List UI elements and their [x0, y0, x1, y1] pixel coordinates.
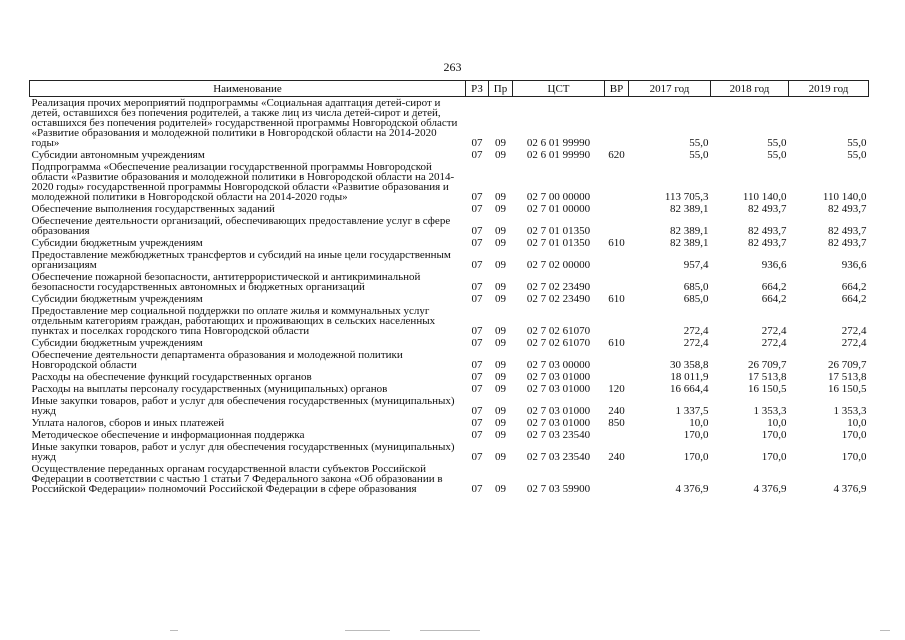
cell-rz: 07 — [471, 259, 483, 271]
cell-name: Расходы на обеспечение функций государственных органов — [31, 371, 312, 383]
cell-vr — [605, 463, 629, 495]
cell-cst: 02 7 01 01350 — [526, 237, 591, 249]
cell-2019: 82 493,7 — [828, 225, 867, 237]
cell-pr: 09 — [495, 281, 506, 293]
cell-name: Подпрограмма «Обеспечение реализации государственной программы Новгородской области «Развитие образования и молодежной политики в Новгородской области на 2014-2020 годы» государственной программы Новгородской области «Развитие образования и молодежной политики в Новгородской области на 2014-2020 годы» — [31, 161, 455, 203]
cell-2019: 82 493,7 — [828, 203, 867, 215]
cell-2018: 936,6 — [761, 259, 787, 271]
table-row — [30, 441, 869, 463]
cell-pr: 09 — [495, 405, 506, 417]
cell-cst: 02 6 01 99990 — [526, 137, 591, 149]
cell-2018: 55,0 — [767, 149, 787, 161]
cell-vr — [605, 161, 629, 203]
cell-2018: 272,4 — [761, 337, 787, 349]
cell-vr: 610 — [608, 337, 625, 349]
cell-2019: 10,0 — [847, 417, 867, 429]
header-rz: РЗ — [466, 81, 489, 97]
cell-name: Осуществление переданных органам государственной власти субъектов Российской Федерации в соответствии с частью 1 статьи 7 Федерального закона «Об образовании в Российской Федерации» полномочий Российской Федерации в сфере образования — [31, 463, 443, 495]
cell-rz: 07 — [471, 429, 483, 441]
cell-pr: 09 — [495, 359, 506, 371]
cell-vr: 120 — [608, 383, 625, 395]
cell-2018: 17 513,8 — [748, 371, 787, 383]
cell-2017: 685,0 — [683, 281, 709, 293]
cell-2019: 1 353,3 — [833, 405, 867, 417]
cell-2017: 82 389,1 — [670, 203, 709, 215]
cell-rz: 07 — [471, 225, 483, 237]
cell-pr: 09 — [495, 237, 506, 249]
cell-2017: 82 389,1 — [670, 237, 709, 249]
cell-pr: 09 — [495, 191, 506, 203]
header-cst: ЦСТ — [513, 81, 605, 97]
cell-2019: 664,2 — [841, 281, 867, 293]
table-row — [30, 203, 869, 215]
cell-vr — [605, 371, 629, 383]
cell-cst: 02 7 01 01350 — [526, 225, 591, 237]
cell-2018: 4 376,9 — [753, 483, 787, 495]
cell-2019: 664,2 — [841, 293, 867, 305]
cell-cst: 02 7 03 01000 — [526, 417, 591, 429]
cell-2018: 26 709,7 — [748, 359, 787, 371]
cell-cst: 02 7 02 23490 — [526, 281, 591, 293]
cell-2018: 170,0 — [761, 429, 787, 441]
cell-2017: 170,0 — [683, 429, 709, 441]
cell-rz: 07 — [471, 405, 483, 417]
cell-2019: 26 709,7 — [828, 359, 867, 371]
cell-vr: 240 — [608, 405, 625, 417]
cell-2018: 10,0 — [767, 417, 787, 429]
table-row — [30, 349, 869, 371]
cell-2019: 170,0 — [841, 429, 867, 441]
cell-2017: 10,0 — [689, 417, 709, 429]
cell-vr — [605, 97, 629, 150]
cell-name: Предоставление межбюджетных трансфертов и субсидий на иные цели государственным организациям — [31, 249, 451, 271]
cell-2019: 55,0 — [847, 149, 867, 161]
cell-2018: 110 140,0 — [742, 191, 787, 203]
cell-rz: 07 — [471, 325, 483, 337]
cell-2018: 82 493,7 — [748, 225, 787, 237]
cell-pr: 09 — [495, 149, 506, 161]
cell-2018: 55,0 — [767, 137, 787, 149]
table-row — [30, 395, 869, 417]
cell-cst: 02 6 01 99990 — [526, 149, 591, 161]
table-body — [30, 97, 869, 496]
cell-cst: 02 7 02 61070 — [526, 325, 591, 337]
cell-2017: 30 358,8 — [670, 359, 709, 371]
table-row — [30, 161, 869, 203]
cell-name: Предоставление мер социальной поддержки по оплате жилья и коммунальных услуг отдельным категориям граждан, работающих и проживающих в сельских населенных пунктах и поселках городского типа Новгородской области — [31, 305, 436, 337]
table-row — [30, 293, 869, 305]
cell-name: Иные закупки товаров, работ и услуг для обеспечения государственных (муниципальных) нужд — [31, 395, 455, 417]
cell-2017: 82 389,1 — [670, 225, 709, 237]
table-row — [30, 429, 869, 441]
cell-name: Субсидии бюджетным учреждениям — [31, 237, 203, 249]
cell-name: Обеспечение выполнения государственных заданий — [31, 203, 275, 215]
cell-2018: 16 150,5 — [748, 383, 787, 395]
cell-2018: 82 493,7 — [748, 203, 787, 215]
cell-name: Субсидии бюджетным учреждениям — [31, 337, 203, 349]
cell-rz: 07 — [471, 137, 483, 149]
cell-2017: 55,0 — [689, 149, 709, 161]
cell-pr: 09 — [495, 225, 506, 237]
page-number: 263 — [443, 60, 462, 74]
table-row — [30, 249, 869, 271]
cell-2019: 110 140,0 — [822, 191, 867, 203]
cell-2017: 272,4 — [683, 325, 709, 337]
cell-2019: 4 376,9 — [833, 483, 867, 495]
cell-rz: 07 — [471, 203, 483, 215]
cell-cst: 02 7 02 00000 — [526, 259, 591, 271]
cell-2017: 16 664,4 — [670, 383, 709, 395]
cell-cst: 02 7 03 59900 — [526, 483, 591, 495]
cell-2019: 55,0 — [847, 137, 867, 149]
cell-cst: 02 7 01 00000 — [526, 203, 591, 215]
cell-name: Иные закупки товаров, работ и услуг для обеспечения государственных (муниципальных) нужд — [31, 441, 455, 463]
cell-cst: 02 7 03 23540 — [526, 429, 591, 441]
table-row — [30, 237, 869, 249]
cell-2019: 170,0 — [841, 451, 867, 463]
cell-vr — [605, 271, 629, 293]
cell-pr: 09 — [495, 293, 506, 305]
cell-2019: 272,4 — [841, 325, 867, 337]
table-row — [30, 417, 869, 429]
cell-vr — [605, 349, 629, 371]
cell-name: Уплата налогов, сборов и иных платежей — [31, 417, 225, 429]
cell-cst: 02 7 03 01000 — [526, 383, 591, 395]
cell-pr: 09 — [495, 259, 506, 271]
cell-pr: 09 — [495, 325, 506, 337]
cell-rz: 07 — [471, 359, 483, 371]
cell-2019: 272,4 — [841, 337, 867, 349]
header-2017: 2017 год — [629, 81, 711, 97]
cell-2019: 16 150,5 — [828, 383, 867, 395]
cell-2017: 685,0 — [683, 293, 709, 305]
header-row — [30, 81, 869, 97]
cell-rz: 07 — [471, 293, 483, 305]
cell-2017: 957,4 — [683, 259, 709, 271]
cell-2018: 664,2 — [761, 281, 787, 293]
cell-rz: 07 — [471, 483, 483, 495]
cell-2017: 18 011,9 — [670, 371, 709, 383]
cell-pr: 09 — [495, 137, 506, 149]
cell-rz: 07 — [471, 149, 483, 161]
cell-pr: 09 — [495, 383, 506, 395]
table-row — [30, 215, 869, 237]
header-pr: Пр — [489, 81, 513, 97]
header-vr: ВР — [605, 81, 629, 97]
header-2019: 2019 год — [789, 81, 869, 97]
cell-vr — [605, 429, 629, 441]
table-row — [30, 383, 869, 395]
cell-cst: 02 7 03 01000 — [526, 371, 591, 383]
cell-vr: 610 — [608, 237, 625, 249]
cell-pr: 09 — [495, 451, 506, 463]
cell-cst: 02 7 00 00000 — [526, 191, 591, 203]
table-row — [30, 463, 869, 495]
cell-vr: 620 — [608, 149, 625, 161]
cell-cst: 02 7 02 23490 — [526, 293, 591, 305]
cell-2018: 664,2 — [761, 293, 787, 305]
cell-vr: 610 — [608, 293, 625, 305]
table-row — [30, 149, 869, 161]
cell-vr — [605, 215, 629, 237]
cell-name: Обеспечение деятельности департамента образования и молодежной политики Новгородской области — [31, 349, 403, 371]
table-row — [30, 305, 869, 337]
cell-pr: 09 — [495, 483, 506, 495]
cell-pr: 09 — [495, 203, 506, 215]
cell-pr: 09 — [495, 371, 506, 383]
header-2018: 2018 год — [711, 81, 789, 97]
cell-vr: 850 — [608, 417, 625, 429]
cell-cst: 02 7 03 00000 — [526, 359, 591, 371]
header-name: Наименование — [30, 81, 466, 97]
cell-rz: 07 — [471, 371, 483, 383]
cell-cst: 02 7 03 01000 — [526, 405, 591, 417]
cell-rz: 07 — [471, 383, 483, 395]
table-row — [30, 337, 869, 349]
cell-vr: 240 — [608, 451, 625, 463]
cell-2018: 1 353,3 — [753, 405, 787, 417]
cell-2018: 82 493,7 — [748, 237, 787, 249]
cell-2017: 272,4 — [683, 337, 709, 349]
cell-2017: 55,0 — [689, 137, 709, 149]
cell-pr: 09 — [495, 417, 506, 429]
budget-table — [29, 80, 869, 495]
cell-2017: 4 376,9 — [675, 483, 709, 495]
cell-name: Обеспечение деятельности организаций, обеспечивающих предоставление услуг в сфере образования — [31, 215, 451, 237]
cell-name: Реализация прочих мероприятий подпрограммы «Социальная адаптация детей-сирот и детей, оставшихся без попечения родителей, а также лиц из числа детей-сирот и детей, оставшихся без попечения родителей» государственной программы Новгородской области «Развитие образования и молодежной политики в Новгородской области на 2014-2020 годы» — [31, 97, 458, 149]
cell-cst: 02 7 03 23540 — [526, 451, 591, 463]
cell-cst: 02 7 02 61070 — [526, 337, 591, 349]
cell-2018: 272,4 — [761, 325, 787, 337]
cell-2017: 113 705,3 — [664, 191, 709, 203]
cell-rz: 07 — [471, 281, 483, 293]
cell-2017: 170,0 — [683, 451, 709, 463]
cell-name: Расходы на выплаты персоналу государственных (муниципальных) органов — [31, 383, 388, 395]
cell-name: Субсидии автономным учреждениям — [31, 149, 205, 161]
cell-2019: 17 513,8 — [828, 371, 867, 383]
cell-2019: 936,6 — [841, 259, 867, 271]
cell-pr: 09 — [495, 337, 506, 349]
cell-name: Обеспечение пожарной безопасности, антитеррористической и антикриминальной безопасности государственных автономных и бюджетных организаций — [31, 271, 421, 293]
table-row — [30, 97, 869, 150]
cell-rz: 07 — [471, 337, 483, 349]
footer-scan-marks — [0, 630, 905, 640]
cell-pr: 09 — [495, 429, 506, 441]
table-row — [30, 271, 869, 293]
cell-vr — [605, 305, 629, 337]
cell-vr — [605, 249, 629, 271]
cell-2019: 82 493,7 — [828, 237, 867, 249]
cell-rz: 07 — [471, 191, 483, 203]
cell-2017: 1 337,5 — [675, 405, 709, 417]
cell-vr — [605, 203, 629, 215]
cell-name: Субсидии бюджетным учреждениям — [31, 293, 203, 305]
cell-2018: 170,0 — [761, 451, 787, 463]
cell-rz: 07 — [471, 417, 483, 429]
table-row — [30, 371, 869, 383]
cell-rz: 07 — [471, 451, 483, 463]
cell-rz: 07 — [471, 237, 483, 249]
cell-name: Методическое обеспечение и информационная поддержка — [31, 429, 305, 441]
